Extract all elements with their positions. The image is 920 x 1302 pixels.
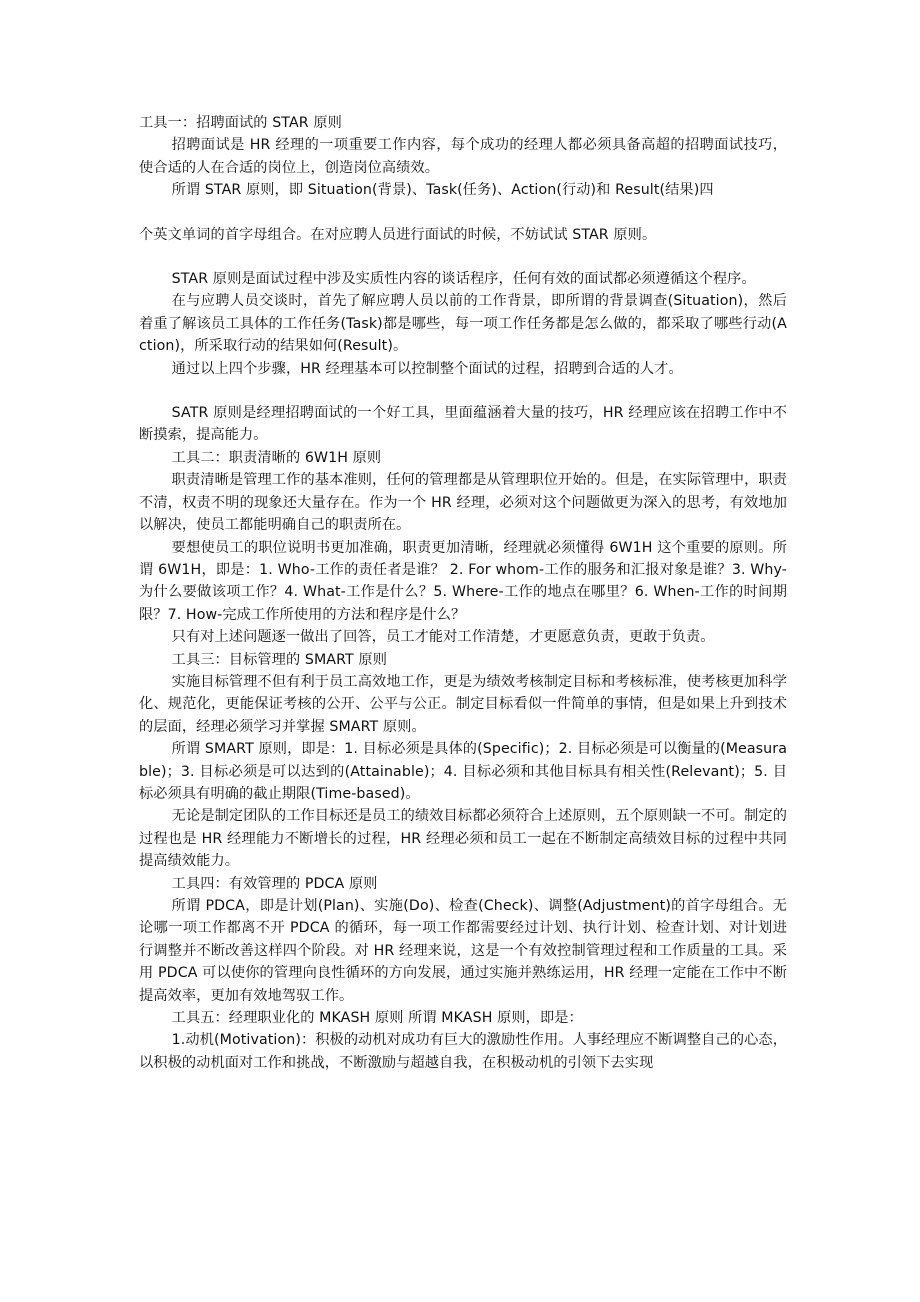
paragraph: 招聘面试是 HR 经理的一项重要工作内容，每个成功的经理人都必须具备高超的招聘面试技巧，使合适的人在合适的岗位上，创造岗位高绩效。 xyxy=(139,137,787,176)
section-heading-smart: 工具三：目标管理的 SMART 原则 xyxy=(171,651,387,668)
paragraph: 所谓 STAR 原则，即 Situation(背景)、Task(任务)、Action(行动)和 Result(结果)四 xyxy=(171,182,714,199)
section-heading-star: 工具一：招聘面试的 STAR 原则 xyxy=(139,115,342,131)
paragraph: 个英文单词的首字母组合。在对应聘人员进行面试的时候，不妨试试 STAR 原则。 xyxy=(139,226,657,243)
paragraph: STAR 原则是面试过程中涉及实质性内容的谈话程序，任何有效的面试都必须遵循这个程序。 xyxy=(171,271,756,288)
paragraph: 所谓 PDCA，即是计划(Plan)、实施(Do)、检查(Check)、调整(Adjustment)的首字母组合。无论哪一项工作都离不开 PDCA 的循环，每一项工作都需要经过计划、执行计划、检查计划、对计划进行调整并不断改善这样四个阶段。对 HR 经理来说，这是一个有效控制管理过程和工作质量的工具。采用 PDCA 可以使你的管理向良性循环的方向发展，通过实施并熟练运用，HR 经理一定能在工作中不断提高效率，更加有效地驾驭工作。 xyxy=(139,898,787,1004)
section-heading-pdca: 工具四：有效管理的 PDCA 原则 xyxy=(171,875,378,892)
paragraph: 无论是制定团队的工作目标还是员工的绩效目标都必须符合上述原则，五个原则缺一不可。制定的过程也是 HR 经理能力不断增长的过程，HR 经理必须和员工一起在不断制定高绩效目标的过程中共同提高绩效能力。 xyxy=(139,808,787,870)
paragraph: SATR 原则是经理招聘面试的一个好工具，里面蕴涵着大量的技巧，HR 经理应该在招聘工作中不断摸索，提高能力。 xyxy=(139,405,787,444)
paragraph: 只有对上述问题逐一做出了回答，员工才能对工作清楚，才更愿意负责，更敢于负责。 xyxy=(171,629,715,646)
paragraph: 要想使员工的职位说明书更加准确，职责更加清晰，经理就必须懂得 6W1H 这个重要的原则。所谓 6W1H，即是：1. Who-工作的责任者是谁？ 2. For whom-工作的服务和汇报对象是谁？3. Why-为什么要做该项工作？4. What-工作是什么？5. Where-工作的地点在哪里？6. When-工作的时间期限？7. How-完成工作所使用的方法和程序是什么？ xyxy=(139,539,787,623)
section-heading-6w1h: 工具二：职责清晰的 6W1H 原则 xyxy=(171,449,382,466)
paragraph: 所谓 SMART 原则，即是：1. 目标必须是具体的(Specific)；2. 目标必须是可以衡量的(Measurable)；3. 目标必须是可以达到的(Attainable)；4. 目标必须和其他目标具有相关性(Relevant)；5. 目标必须具有明确的截止期限(Time-based)。 xyxy=(139,741,787,802)
document-body xyxy=(139,112,787,1074)
paragraph: 在与应聘人员交谈时，首先了解应聘人员以前的工作背景，即所谓的背景调查(Situation)，然后着重了解该员工具体的工作任务(Task)都是哪些，每一项工作任务都是怎么做的，都采取了哪些行动(Action)，所采取行动的结果如何(Result)。 xyxy=(139,293,787,355)
paragraph: 通过以上四个步骤，HR 经理基本可以控制整个面试的过程，招聘到合适的人才。 xyxy=(171,360,683,377)
paragraph: 1.动机(Motivation)：积极的动机对成功有巨大的激励性作用。人事经理应不断调整自己的心态，以积极的动机面对工作和挑战，不断激励与超越自我，在积极动机的引领下去实现 xyxy=(139,1032,787,1071)
paragraph: 职责清晰是管理工作的基本准则，任何的管理都是从管理职位开始的。但是，在实际管理中，职责不清，权责不明的现象还大量存在。作为一个 HR 经理，必须对这个问题做更为深入的思考，有效地加以解决，使员工都能明确自己的职责所在。 xyxy=(139,472,787,534)
section-heading-mkash: 工具五：经理职业化的 MKASH 原则 所谓 MKASH 原则，即是： xyxy=(171,1010,583,1027)
paragraph: 实施目标管理不但有利于员工高效地工作，更是为绩效考核制定目标和考核标准，使考核更加科学化、规范化，更能保证考核的公开、公平与公正。制定目标看似一件简单的事情，但是如果上升到技术的层面，经理必须学习并掌握 SMART 原则。 xyxy=(139,673,787,735)
